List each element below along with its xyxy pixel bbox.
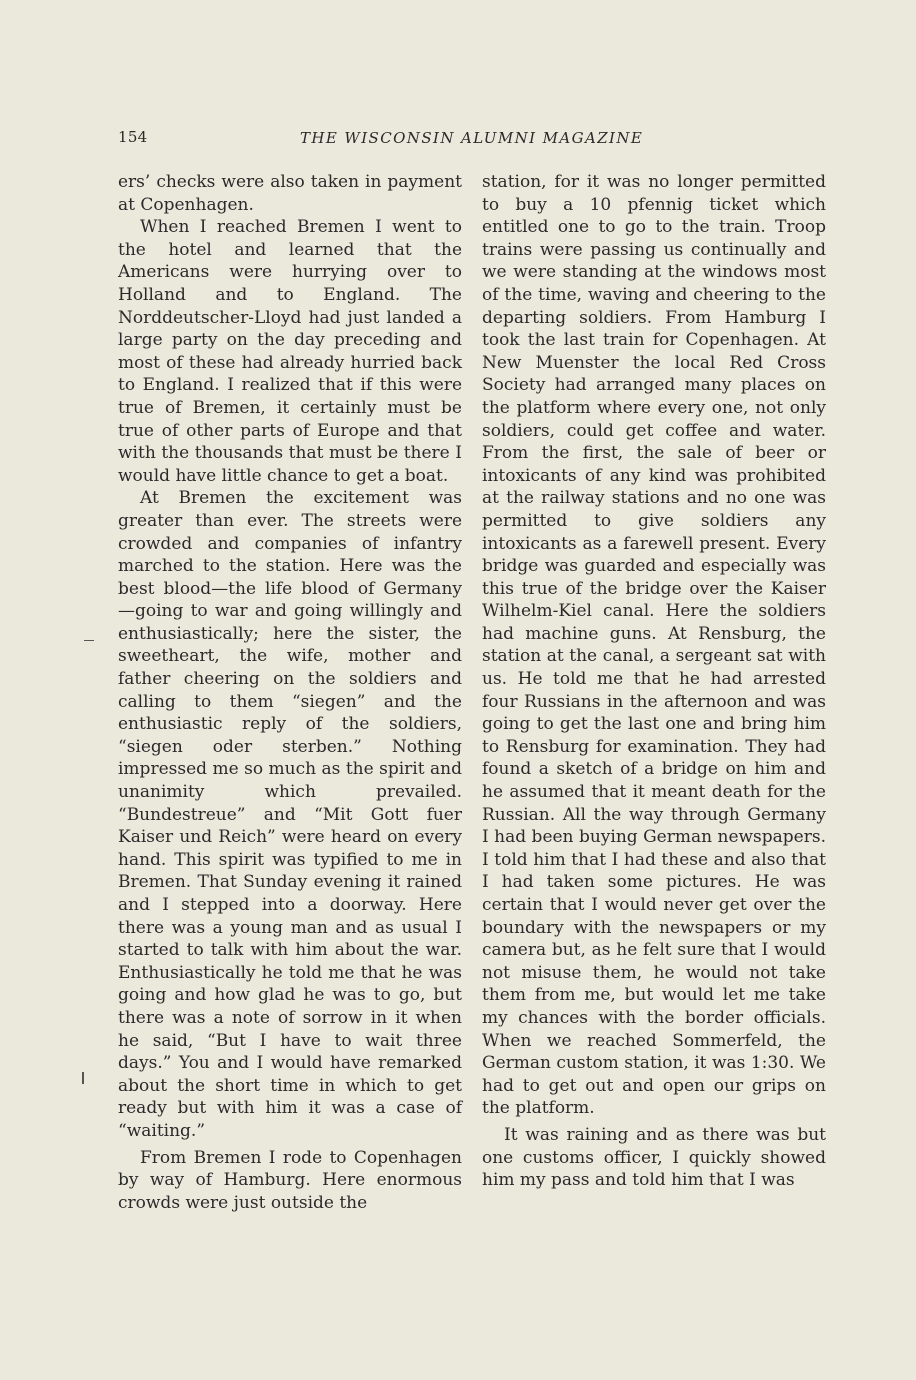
margin-bar-mark	[82, 1072, 84, 1084]
left-paragraph-2: When I reached Bremen I went to the hotel and learned that the Americans were hurrying over to Holland and to England. The Norddeutscher-Lloyd had just landed a large party on the day preceding and most of these had already hurried back to England. I realized that if this were true of Bremen, it certainly must be true of other parts of Europe and that with the thousands that must be there I would have little chance to get a boat.	[118, 217, 462, 486]
right-paragraph-2: It was raining and as there was but one customs officer, I quickly showed him my pass and told him that I was	[482, 1124, 826, 1191]
right-paragraph-1: station, for it was no longer permitted to buy a 10 pfennig ticket which entitled one to go to the train. Troop trains were passing us continually and we were standing at the windows most of the time, waving and cheering to the departing soldiers. From Hamburg I took the last train for Copenhagen. At New Muenster the local Red Cross Society had arranged many places on the platform where every one, not only soldiers, could get coffee and water. From the first, the sale of beer or intoxicants of any kind was prohibited at the railway stations and no one was permitted to give soldiers any intoxicants as a farewell present. Every bridge was guarded and especially was this true of the bridge over the Kaiser Wilhelm-Kiel canal. Here the soldiers had machine guns. At Rensburg, the station at the canal, a sergeant sat with us. He told me that he had arrested four Russians in the afternoon and was going to get the last one and bring him to Rensburg for examination. They had found a sketch of a bridge on him and he assumed that it meant death for the Russian. All the way through Germany I had been buying German newspapers. I told him that I had these and also that I had taken some pictures. He was certain that I would never get over the boundary with the newspapers or my camera but, as he felt sure that I would not misuse them, he would not take them from me, but would let me take my chances with the border officials. When we reached Sommerfeld, the German custom station, it was 1:30. We had to get out and open our grips on the platform.	[482, 172, 826, 1119]
left-paragraph-4: From Bremen I rode to Copenhagen by way of Hamburg. Here enormous crowds were just outside the	[118, 1147, 462, 1213]
right-column	[482, 171, 826, 1192]
left-paragraph-1: ers’ checks were also taken in payment at Copenhagen.	[118, 172, 462, 215]
left-paragraph-3: At Bremen the excitement was greater than ever. The streets were crowded and companies of infantry marched to the station. Here was the best blood—the life blood of Germany —going to war and going willingly and enthusiastically; here the sister, the sweetheart, the wife, mother and father cheering on the soldiers and calling to them “siegen” and the enthusiastic reply of the soldiers, “siegen oder sterben.” Nothing impressed me so much as the spirit and unanimity which prevailed. “Bundestreue” and “Mit Gott fuer Kaiser und Reich” were heard on every hand. This spirit was typified to me in Bremen. That Sunday evening it rained and I stepped into a doorway. Here there was a young man and as usual I started to talk with him about the war. Enthusiastically he told me that he was going and how glad he was to go, but there was a note of sorrow in it when he said, “But I have to wait three days.” You and I would have remarked about the short time in which to get ready but with him it was a case of “waiting.”	[118, 488, 462, 1141]
page-number: 154	[118, 128, 148, 146]
running-head: THE WISCONSIN ALUMNI MAGAZINE	[300, 129, 644, 147]
left-column	[118, 171, 462, 1214]
margin-dash-mark	[84, 640, 94, 641]
